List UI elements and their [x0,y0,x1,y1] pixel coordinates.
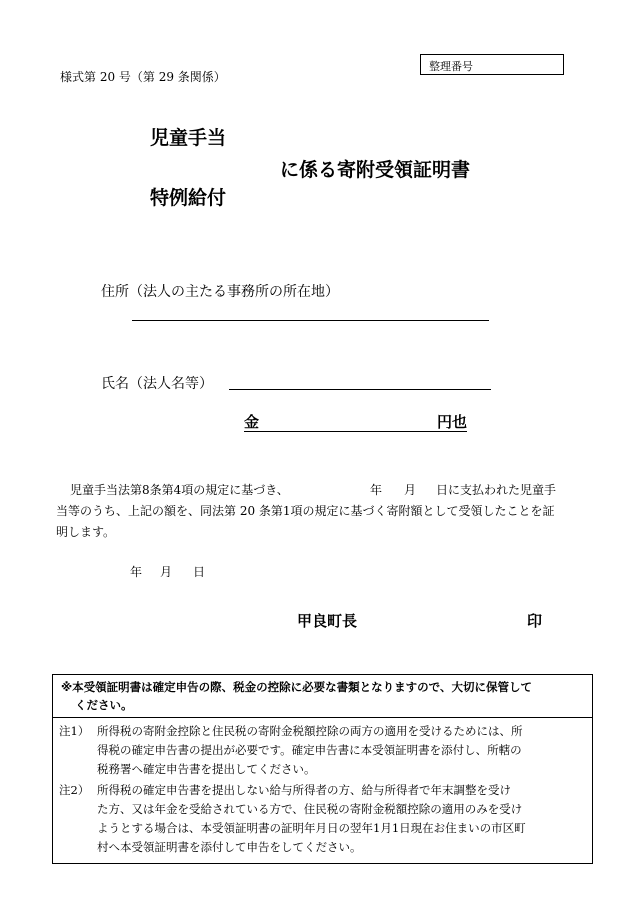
title-child-allowance: 児童手当 [150,127,227,149]
address-label: 住所（法人の主たる事務所の所在地） [101,284,339,300]
note-1-line: 所得税の寄附金控除と住民税の寄附金税額控除の両方の適用を受けるためには、所 [97,724,523,738]
note-2-line: 村へ本受領証明書を添付して申告をしてください。 [97,840,362,854]
body-line-2-text: 当等のうち、上記の額を、同法第 20 条第1項の規定に基づく寄附額として受領したことを証 [56,504,555,518]
notice-heading-line-1: ※本受領証明書は確定申告の際、税金の控除に必要な書類となりますので、大切に保管して [61,680,532,694]
body-line-1-a: 児童手当法第8条第4項の規定に基づき、 [70,483,289,497]
title-special-benefit: 特例給付 [150,187,227,209]
seal-mark: 印 [527,612,543,630]
amount-suffix: 円也 [436,413,467,431]
body-line-1 [56,480,576,501]
certification-text [56,480,576,543]
amount-field[interactable] [244,411,467,432]
amount-prefix: 金 [244,413,260,431]
notice-heading-line-2: ください。 [75,698,133,712]
date-year: 年 [130,565,143,579]
reference-number-label: 整理番号 [429,60,473,73]
notice-box [52,674,593,864]
note-1-number: 注1） [59,724,90,738]
date-day: 日 [193,565,206,579]
note-1-text [97,722,523,779]
body-line-2 [56,501,576,522]
note-2-line: 所得税の確定申告書を提出しない給与所得者の方、給与所得者で年末調整を受け [97,783,511,797]
note-2-line: た方、又は年金を受給されている方で、住民税の寄附金税額控除の適用のみを受け [97,802,523,816]
form-number: 様式第 20 号（第 29 条関係） [60,70,226,84]
reference-number-box[interactable] [420,54,564,75]
note-2-text [97,781,526,857]
mayor-title: 甲良町長 [297,612,358,630]
body-month: 月 [404,483,417,497]
name-label: 氏名（法人名等） [101,376,213,392]
body-year: 年 [370,483,383,497]
note-1-line: 税務署へ確定申告書を提出してください。 [97,762,316,776]
body-line-1-b: 日に支払われた児童手 [436,483,557,497]
title-certificate: に係る寄附受領証明書 [280,159,471,181]
note-2-line: ようとする場合は、本受領証明書の証明年月日の翌年1月1日現在お住まいの市区町 [97,821,526,835]
body-line-3 [56,522,576,543]
note-2-number: 注2） [59,783,90,797]
date-month: 月 [160,565,173,579]
body-line-3-text: 明します。 [56,525,116,539]
note-1-line: 得税の確定申告書の提出が必要です。確定申告書に本受領証明書を添付し、所轄の [97,743,522,757]
address-field[interactable] [132,320,489,321]
notice-heading [53,675,592,718]
name-field[interactable] [229,389,491,390]
